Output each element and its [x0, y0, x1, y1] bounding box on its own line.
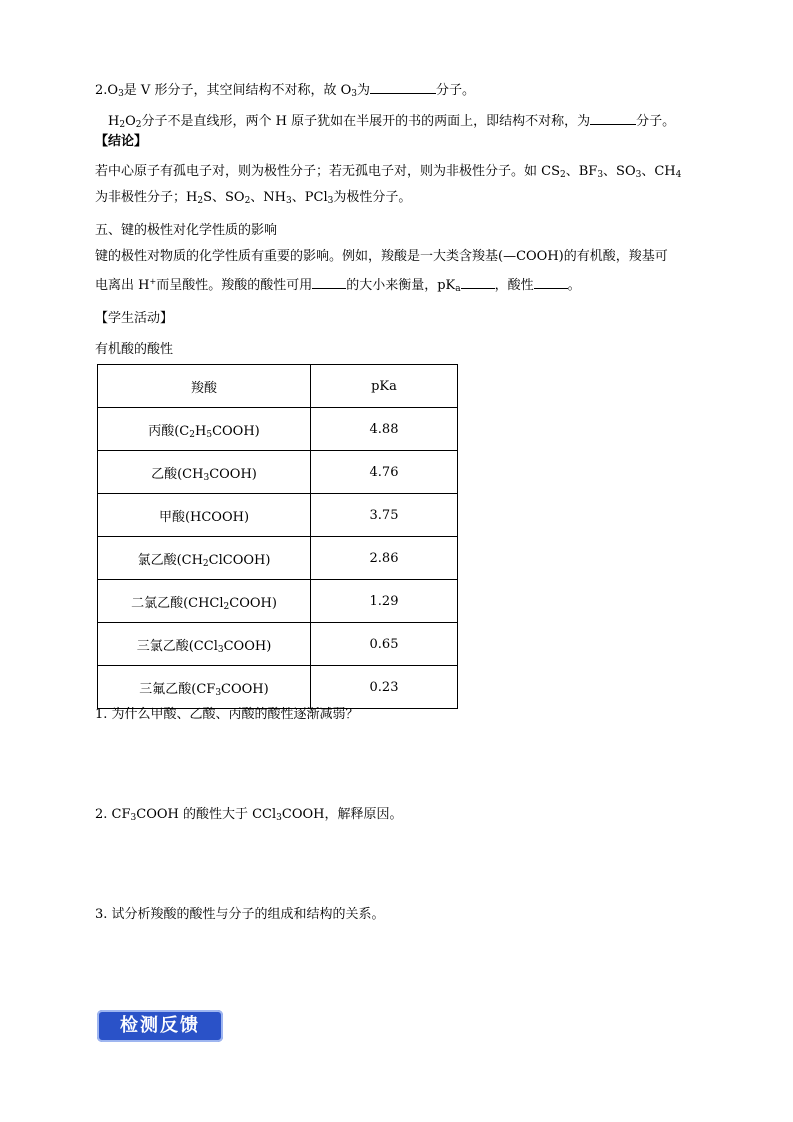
section-5-heading: 五、键的极性对化学性质的影响: [95, 223, 278, 238]
pka-value: 0.65: [311, 623, 458, 666]
conclusion-line-1: 若中心原子有孤电子对，则为极性分子；若无孤电子对，则为非极性分子。如 $CS_2$、$BF_3$、$SO_3$、$CH_4$: [95, 164, 682, 180]
section-5-line-2: 电离出 H+而呈酸性。羧酸的酸性可用 的大小来衡量，$pK_a$ ，酸性 。: [95, 277, 581, 294]
table-row: [98, 623, 458, 666]
table-row: [98, 451, 458, 494]
acidity-blank[interactable]: [534, 275, 568, 289]
h2o2-polarity-blank[interactable]: [590, 111, 636, 125]
table-caption: 有机酸的酸性: [95, 342, 174, 357]
feedback-badge: 检测反馈: [97, 1010, 223, 1042]
pka-value: 2.86: [311, 537, 458, 580]
table-row: [98, 666, 458, 709]
acid-pka-table: [97, 364, 458, 709]
table-row: [98, 494, 458, 537]
pka-value: 4.88: [311, 408, 458, 451]
table-header-row: [98, 365, 458, 408]
pka-value: 4.76: [311, 451, 458, 494]
question-3: 3. 试分析羧酸的酸性与分子的组成和结构的关系。: [95, 907, 385, 922]
pka-value: 1.29: [311, 580, 458, 623]
h2o2-statement: $H_2O_2$分子不是直线形，两个 H 原子犹如在半展开的书的两面上，即结构不对称，为 分子。: [108, 111, 675, 131]
acid-name: 乙酸$(CH_3COOH)$: [98, 451, 311, 494]
measure-blank[interactable]: [312, 275, 346, 289]
acid-name: 三氯乙酸(CCl$_3$COOH): [98, 623, 311, 666]
section-5-line-1: 键的极性对物质的化学性质有重要的影响。例如，羧酸是一大类含羧基(—COOH)的有机酸，羧基可: [95, 249, 668, 264]
acid-name: 丙酸$(C_2H_5COOH)$: [98, 408, 311, 451]
pka-blank[interactable]: [461, 275, 495, 289]
header-acid: 羧酸: [98, 365, 311, 408]
table-row: [98, 408, 458, 451]
o3-polarity-blank[interactable]: [370, 80, 436, 94]
acid-name: 二氯乙酸(CHCl$_2$COOH): [98, 580, 311, 623]
o3-statement: $2.O_3$是 V 形分子，其空间结构不对称，故 $O_3$为 分子。: [95, 80, 475, 100]
acid-name: 三氟乙酸$(CF_3COOH)$: [98, 666, 311, 709]
activity-heading: 【学生活动】: [95, 311, 174, 326]
conclusion-heading: 【结论】: [95, 134, 148, 149]
header-pka: pKa: [311, 365, 458, 408]
acid-name: 氯乙酸$(CH_2ClCOOH)$: [98, 537, 311, 580]
table-row: [98, 537, 458, 580]
pka-value: 0.23: [311, 666, 458, 709]
question-1: 1. 为什么甲酸、乙酸、丙酸的酸性逐渐减弱？: [95, 707, 359, 722]
question-2: 2. $CF_3COOH$ 的酸性大于 CCl$_3$COOH，解释原因。: [95, 807, 403, 823]
table-row: [98, 580, 458, 623]
acid-name: 甲酸(HCOOH): [98, 494, 311, 537]
conclusion-line-2: 为非极性分子；$H_2S$、$SO_2$、$NH_3$、PCl$_3$为极性分子。: [95, 190, 412, 206]
pka-value: 3.75: [311, 494, 458, 537]
